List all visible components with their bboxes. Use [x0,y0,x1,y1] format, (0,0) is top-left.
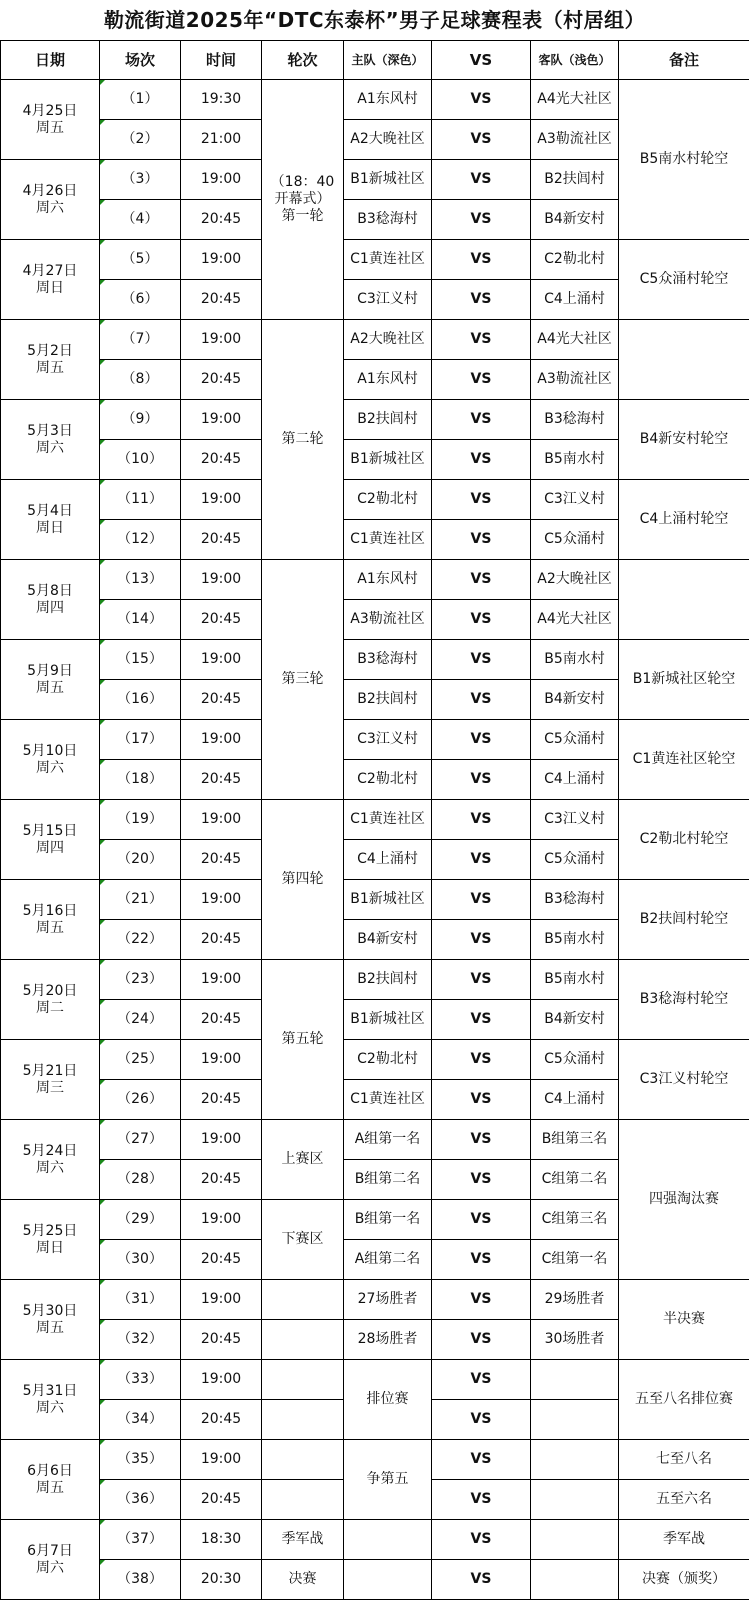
date-cell: 6月6日 周五 [1,1440,100,1520]
table-row [1,80,749,120]
home-team: B组第一名 [344,1200,432,1240]
table-row [1,1560,749,1600]
table-row [1,640,749,680]
table-row [1,880,749,920]
away-team: A3勒流社区 [531,360,619,400]
note-cell: 四强淘汰赛 [619,1120,749,1280]
home-team [344,1560,432,1600]
away-team: B3稔海村 [531,880,619,920]
date-cell: 5月31日 周六 [1,1360,100,1440]
away-team: C4上涌村 [531,760,619,800]
match-time: 20:45 [181,600,262,640]
vs-label: VS [432,800,531,840]
away-team [531,1480,619,1520]
table-row [1,1360,749,1400]
home-team: B2扶闾村 [344,680,432,720]
game-number: （9） [100,400,181,440]
away-team: A3勒流社区 [531,120,619,160]
game-number: （16） [100,680,181,720]
game-number: （23） [100,960,181,1000]
away-team: A2大晚社区 [531,560,619,600]
vs-label: VS [432,280,531,320]
match-time: 19:00 [181,1120,262,1160]
game-number: （25） [100,1040,181,1080]
date-cell: 5月15日 周四 [1,800,100,880]
round-cell: 季军战 [262,1520,344,1560]
home-team: C1黄连社区 [344,1080,432,1120]
round-cell: 第四轮 [262,800,344,960]
table-row [1,1440,749,1480]
table-row [1,960,749,1000]
note-cell [619,560,749,640]
vs-label: VS [432,520,531,560]
home-team: B1新城社区 [344,440,432,480]
round-cell [262,1280,344,1320]
home-team: B1新城社区 [344,1000,432,1040]
vs-label: VS [432,240,531,280]
game-number: （17） [100,720,181,760]
home-team: A组第一名 [344,1120,432,1160]
match-time: 19:00 [181,1040,262,1080]
away-team [531,1560,619,1600]
match-time: 19:00 [181,1360,262,1400]
home-team: A1东风村 [344,360,432,400]
vs-label: VS [432,1320,531,1360]
away-team: B4新安村 [531,1000,619,1040]
game-number: （36） [100,1480,181,1520]
note-cell: C3江义村轮空 [619,1040,749,1120]
date-cell: 5月10日 周六 [1,720,100,800]
game-number: （30） [100,1240,181,1280]
match-time: 19:00 [181,480,262,520]
vs-label: VS [432,1440,531,1480]
game-number: （14） [100,600,181,640]
home-team: C2勒北村 [344,480,432,520]
header-row [1,41,749,80]
home-team: A1东风村 [344,80,432,120]
vs-label: VS [432,400,531,440]
match-time: 19:00 [181,720,262,760]
home-team: 28场胜者 [344,1320,432,1360]
vs-label: VS [432,880,531,920]
away-team: 30场胜者 [531,1320,619,1360]
home-team: B2扶闾村 [344,400,432,440]
note-cell [619,320,749,400]
table-row [1,1040,749,1080]
match-time: 20:45 [181,200,262,240]
match-time: 21:00 [181,120,262,160]
home-team: 排位赛 [344,1360,432,1440]
match-time: 20:30 [181,1560,262,1600]
match-time: 19:00 [181,1280,262,1320]
vs-label: VS [432,1160,531,1200]
game-number: （29） [100,1200,181,1240]
match-time: 19:00 [181,1200,262,1240]
vs-label: VS [432,1360,531,1400]
game-number: （6） [100,280,181,320]
away-team: C3江义村 [531,480,619,520]
home-team: 争第五 [344,1440,432,1520]
away-team: B2扶闾村 [531,160,619,200]
note-cell: 七至八名 [619,1440,749,1480]
vs-label: VS [432,1560,531,1600]
date-cell: 5月30日 周五 [1,1280,100,1360]
home-team: B2扶闾村 [344,960,432,1000]
vs-label: VS [432,640,531,680]
round-cell [262,1360,344,1400]
home-team: A组第二名 [344,1240,432,1280]
away-team: C4上涌村 [531,1080,619,1120]
vs-label: VS [432,320,531,360]
note-cell: B5南水村轮空 [619,80,749,240]
round-cell [262,1440,344,1480]
match-time: 19:00 [181,960,262,1000]
match-time: 20:45 [181,840,262,880]
home-team: C3江义村 [344,280,432,320]
match-time: 19:00 [181,800,262,840]
note-cell: C1黄连社区轮空 [619,720,749,800]
game-number: （12） [100,520,181,560]
home-team: A2大晚社区 [344,120,432,160]
away-team: B5南水村 [531,440,619,480]
match-time: 20:45 [181,520,262,560]
header-date: 日期 [1,41,100,80]
away-team: B3稔海村 [531,400,619,440]
vs-label: VS [432,80,531,120]
vs-label: VS [432,440,531,480]
vs-label: VS [432,1280,531,1320]
date-cell: 5月4日 周日 [1,480,100,560]
date-cell: 4月27日 周日 [1,240,100,320]
away-team: B5南水村 [531,960,619,1000]
table-row [1,320,749,360]
date-cell: 4月25日 周五 [1,80,100,160]
match-time: 19:00 [181,880,262,920]
schedule-table [0,40,749,1600]
note-cell: 季军战 [619,1520,749,1560]
game-number: （21） [100,880,181,920]
game-number: （32） [100,1320,181,1360]
vs-label: VS [432,1000,531,1040]
match-time: 19:00 [181,160,262,200]
game-number: （7） [100,320,181,360]
table-row [1,560,749,600]
game-number: （33） [100,1360,181,1400]
away-team: A4光大社区 [531,600,619,640]
game-number: （4） [100,200,181,240]
round-cell: 上赛区 [262,1120,344,1200]
match-time: 20:45 [181,1000,262,1040]
game-number: （18） [100,760,181,800]
game-number: （34） [100,1400,181,1440]
away-team: C5众涌村 [531,520,619,560]
vs-label: VS [432,1080,531,1120]
round-cell [262,1400,344,1440]
away-team: C组第一名 [531,1240,619,1280]
game-number: （5） [100,240,181,280]
game-number: （3） [100,160,181,200]
note-cell: B3稔海村轮空 [619,960,749,1040]
table-row [1,480,749,520]
note-cell: B4新安村轮空 [619,400,749,480]
note-cell: C2勒北村轮空 [619,800,749,880]
home-team: B3稔海村 [344,640,432,680]
home-team: B4新安村 [344,920,432,960]
note-cell: B2扶闾村轮空 [619,880,749,960]
note-cell: 五至八名排位赛 [619,1360,749,1440]
vs-label: VS [432,760,531,800]
table-row [1,800,749,840]
game-number: （27） [100,1120,181,1160]
vs-label: VS [432,840,531,880]
game-number: （37） [100,1520,181,1560]
away-team: C5众涌村 [531,1040,619,1080]
round-cell [262,1480,344,1520]
vs-label: VS [432,160,531,200]
date-cell: 5月21日 周三 [1,1040,100,1120]
vs-label: VS [432,1400,531,1440]
vs-label: VS [432,920,531,960]
home-team [344,1520,432,1560]
vs-label: VS [432,960,531,1000]
away-team: A4光大社区 [531,320,619,360]
game-number: （13） [100,560,181,600]
match-time: 18:30 [181,1520,262,1560]
away-team [531,1400,619,1440]
home-team: C1黄连社区 [344,520,432,560]
game-number: （11） [100,480,181,520]
game-number: （26） [100,1080,181,1120]
game-number: （10） [100,440,181,480]
note-cell: C4上涌村轮空 [619,480,749,560]
game-number: （2） [100,120,181,160]
header-away: 客队（浅色） [531,41,619,80]
away-team: C3江义村 [531,800,619,840]
header-note: 备注 [619,41,749,80]
game-number: （38） [100,1560,181,1600]
note-cell: B1新城社区轮空 [619,640,749,720]
home-team: C2勒北村 [344,1040,432,1080]
game-number: （15） [100,640,181,680]
home-team: B3稔海村 [344,200,432,240]
round-cell: 第二轮 [262,320,344,560]
home-team: C4上涌村 [344,840,432,880]
home-team: C1黄连社区 [344,800,432,840]
date-cell: 6月7日 周六 [1,1520,100,1600]
game-number: （19） [100,800,181,840]
home-team: C3江义村 [344,720,432,760]
match-time: 20:45 [181,440,262,480]
away-team [531,1520,619,1560]
game-number: （8） [100,360,181,400]
table-row [1,1120,749,1160]
round-cell: （18：40 开幕式） 第一轮 [262,80,344,320]
away-team: A4光大社区 [531,80,619,120]
match-time: 19:00 [181,560,262,600]
match-time: 20:45 [181,1400,262,1440]
home-team: A1东风村 [344,560,432,600]
game-number: （35） [100,1440,181,1480]
home-team: B1新城社区 [344,880,432,920]
vs-label: VS [432,600,531,640]
vs-label: VS [432,1040,531,1080]
round-cell: 第三轮 [262,560,344,800]
game-number: （22） [100,920,181,960]
table-row [1,240,749,280]
away-team: 29场胜者 [531,1280,619,1320]
match-time: 20:45 [181,920,262,960]
date-cell: 5月3日 周六 [1,400,100,480]
date-cell: 5月25日 周日 [1,1200,100,1280]
vs-label: VS [432,560,531,600]
match-time: 20:45 [181,1320,262,1360]
note-cell: C5众涌村轮空 [619,240,749,320]
date-cell: 5月24日 周六 [1,1120,100,1200]
table-row [1,1520,749,1560]
game-number: （1） [100,80,181,120]
date-cell: 4月26日 周六 [1,160,100,240]
table-row [1,400,749,440]
match-time: 19:00 [181,640,262,680]
match-time: 20:45 [181,1240,262,1280]
away-team: B5南水村 [531,640,619,680]
date-cell: 5月2日 周五 [1,320,100,400]
match-time: 19:00 [181,320,262,360]
match-time: 19:00 [181,400,262,440]
vs-label: VS [432,680,531,720]
away-team: C组第三名 [531,1200,619,1240]
home-team: B1新城社区 [344,160,432,200]
table-row [1,1280,749,1320]
page-title: 勒流街道2025年“DTC东泰杯”男子足球赛程表（村居组） [103,8,646,32]
vs-label: VS [432,480,531,520]
round-cell: 下赛区 [262,1200,344,1280]
match-time: 19:00 [181,240,262,280]
date-cell: 5月16日 周五 [1,880,100,960]
away-team: C4上涌村 [531,280,619,320]
vs-label: VS [432,720,531,760]
vs-label: VS [432,120,531,160]
game-number: （24） [100,1000,181,1040]
away-team [531,1360,619,1400]
table-row [1,720,749,760]
away-team: B5南水村 [531,920,619,960]
header-round: 轮次 [262,41,344,80]
away-team: C5众涌村 [531,840,619,880]
away-team: B组第三名 [531,1120,619,1160]
match-time: 20:45 [181,1080,262,1120]
note-cell: 五至六名 [619,1480,749,1520]
match-time: 20:45 [181,680,262,720]
home-team: 27场胜者 [344,1280,432,1320]
round-cell: 决赛 [262,1560,344,1600]
note-cell: 半决赛 [619,1280,749,1360]
match-time: 20:45 [181,1480,262,1520]
match-time: 19:30 [181,80,262,120]
match-time: 20:45 [181,1160,262,1200]
away-team: B4新安村 [531,200,619,240]
vs-label: VS [432,1200,531,1240]
game-number: （28） [100,1160,181,1200]
vs-label: VS [432,200,531,240]
home-team: C2勒北村 [344,760,432,800]
match-time: 19:00 [181,1440,262,1480]
vs-label: VS [432,1240,531,1280]
away-team: C组第二名 [531,1160,619,1200]
game-number: （20） [100,840,181,880]
home-team: A3勒流社区 [344,600,432,640]
game-number: （31） [100,1280,181,1320]
match-time: 20:45 [181,760,262,800]
vs-label: VS [432,1480,531,1520]
away-team [531,1440,619,1480]
note-cell: 决赛（颁奖） [619,1560,749,1600]
date-cell: 5月9日 周五 [1,640,100,720]
match-time: 20:45 [181,360,262,400]
header-home: 主队（深色） [344,41,432,80]
round-cell [262,1320,344,1360]
home-team: B组第二名 [344,1160,432,1200]
home-team: A2大晚社区 [344,320,432,360]
vs-label: VS [432,360,531,400]
away-team: C2勒北村 [531,240,619,280]
match-time: 20:45 [181,280,262,320]
home-team: C1黄连社区 [344,240,432,280]
header-vs: VS [432,41,531,80]
vs-label: VS [432,1520,531,1560]
away-team: B4新安村 [531,680,619,720]
date-cell: 5月8日 周四 [1,560,100,640]
round-cell: 第五轮 [262,960,344,1120]
date-cell: 5月20日 周二 [1,960,100,1040]
header-time: 时间 [181,41,262,80]
vs-label: VS [432,1120,531,1160]
header-game: 场次 [100,41,181,80]
away-team: C5众涌村 [531,720,619,760]
